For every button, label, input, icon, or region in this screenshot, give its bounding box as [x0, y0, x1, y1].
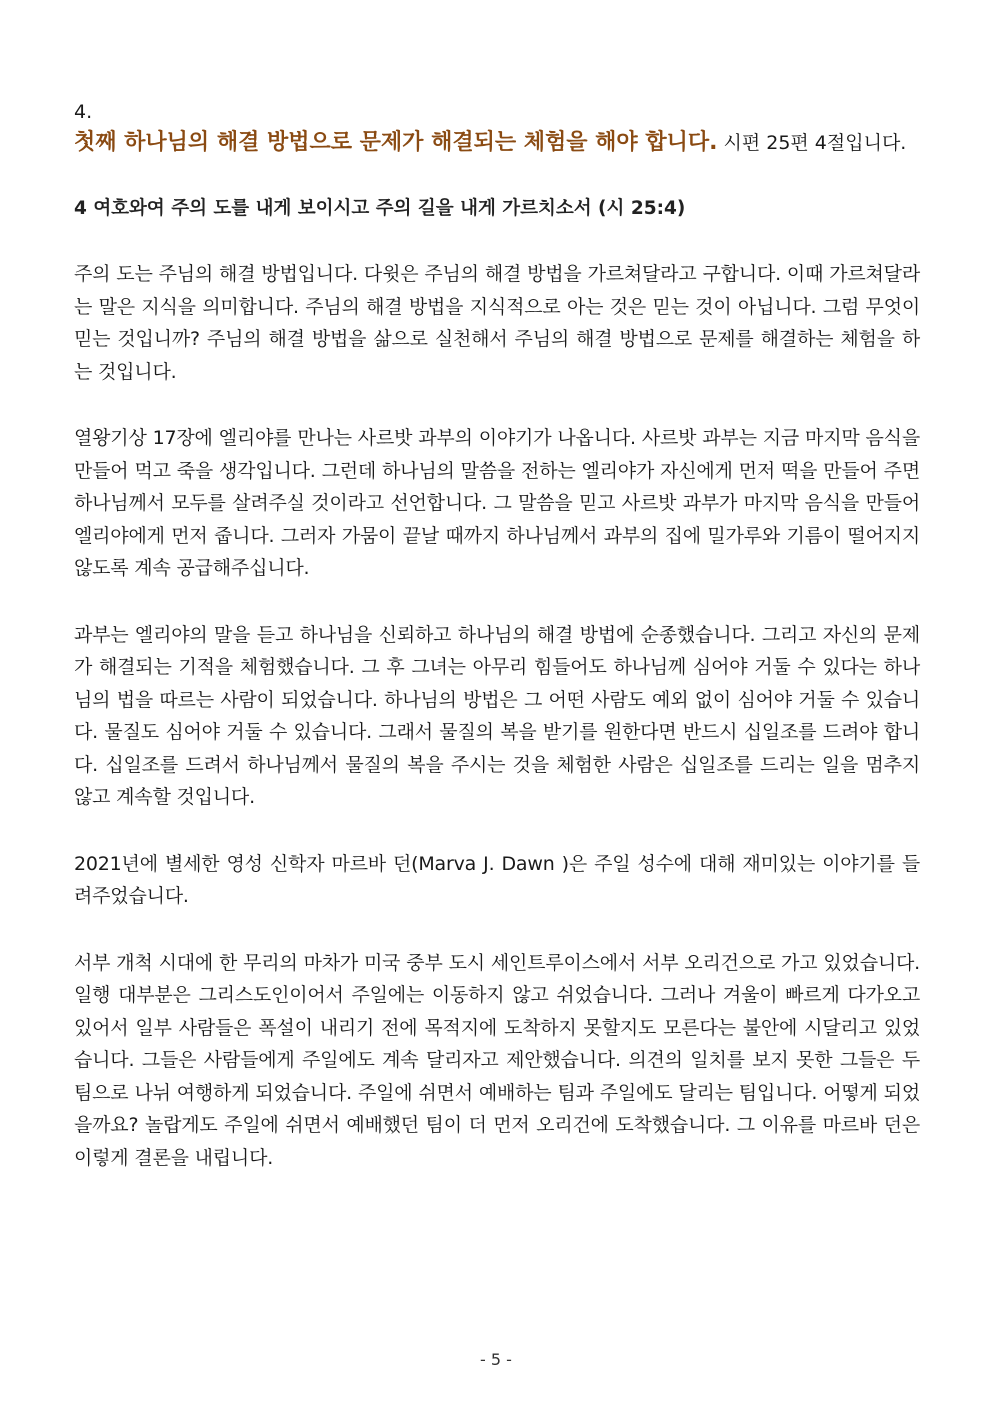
section-heading [74, 126, 920, 160]
page-number: - 5 - [480, 1350, 512, 1369]
scripture-verse: 4 여호와여 주의 도를 내게 보이시고 주의 길을 내게 가르치소서 (시 25:4) [74, 198, 686, 219]
heading-emphasis: 첫째 하나님의 해결 방법으로 문제가 해결되는 체험을 해야 합니다. [74, 130, 718, 155]
document-body [74, 98, 920, 1174]
heading-reference: 시편 25편 4절입니다. [717, 132, 907, 154]
paragraph: 2021년에 별세한 영성 신학자 마르바 던(Marva J. Dawn )은 주일 성수에 대해 재미있는 이야기를 들려주었습니다. [74, 852, 920, 907]
paragraph: 과부는 엘리야의 말을 듣고 하나님을 신뢰하고 하나님의 해결 방법에 순종했습니다. 그리고 자신의 문제가 해결되는 기적을 체험했습니다. 그 후 그녀는 아무리 힘들어도 하나님께 심어야 거둘 수 있다는 하나님의 법을 따르는 사람이 되었습니다. 하나님의 방법은 그 어떤 사람도 예외 없이 심어야 거둘 수 있습니다. 물질도 심어야 거둘 수 있습니다. 그래서 물질의 복을 받기를 원한다면 반드시 십일조를 드려야 합니다. 십일조를 드려서 하나님께서 물질의 복을 주시는 것을 체험한 사람은 십일조를 드리는 일을 멈추지 않고 계속할 것입니다. [74, 623, 920, 808]
section-number: 4. [74, 101, 93, 123]
paragraph: 주의 도는 주님의 해결 방법입니다. 다윗은 주님의 해결 방법을 가르쳐달라고 구합니다. 이때 가르쳐달라는 말은 지식을 의미합니다. 주님의 해결 방법을 지식적으로 아는 것은 믿는 것이 아닙니다. 그럼 무엇이 믿는 것입니까? 주님의 해결 방법을 삶으로 실천해서 주님의 해결 방법으로 문제를 해결하는 체험을 하는 것입니다. [74, 263, 920, 383]
paragraph: 서부 개척 시대에 한 무리의 마차가 미국 중부 도시 세인트루이스에서 서부 오리건으로 가고 있었습니다. 일행 대부분은 그리스도인이어서 주일에는 이동하지 않고 쉬었습니다. 그러나 겨울이 빠르게 다가오고 있어서 일부 사람들은 폭설이 내리기 전에 목적지에 도착하지 못할지도 모른다는 불안에 시달리고 있었습니다. 그들은 사람들에게 주일에도 계속 달리자고 제안했습니다. 의견의 일치를 보지 못한 그들은 두 팀으로 나뉘 여행하게 되었습니다. 주일에 쉬면서 예배하는 팀과 주일에도 달리는 팀입니다. 어떻게 되었을까요? 놀랍게도 주일에 쉬면서 예배했던 팀이 더 먼저 오리건에 도착했습니다. 그 이유를 마르바 던은 이렇게 결론을 내립니다. [74, 951, 920, 1169]
paragraph: 열왕기상 17장에 엘리야를 만나는 사르밧 과부의 이야기가 나옵니다. 사르밧 과부는 지금 마지막 음식을 만들어 먹고 죽을 생각입니다. 그런데 하나님의 말씀을 전하는 엘리야가 자신에게 먼저 떡을 만들어 주면 하나님께서 모두를 살려주실 것이라고 선언합니다. 그 말씀을 믿고 사르밧 과부가 마지막 음식을 만들어 엘리야에게 먼저 줍니다. 그러자 가뭄이 끝날 때까지 하나님께서 과부의 집에 밀가루와 기름이 떨어지지 않도록 계속 공급해주십니다. [74, 427, 920, 579]
